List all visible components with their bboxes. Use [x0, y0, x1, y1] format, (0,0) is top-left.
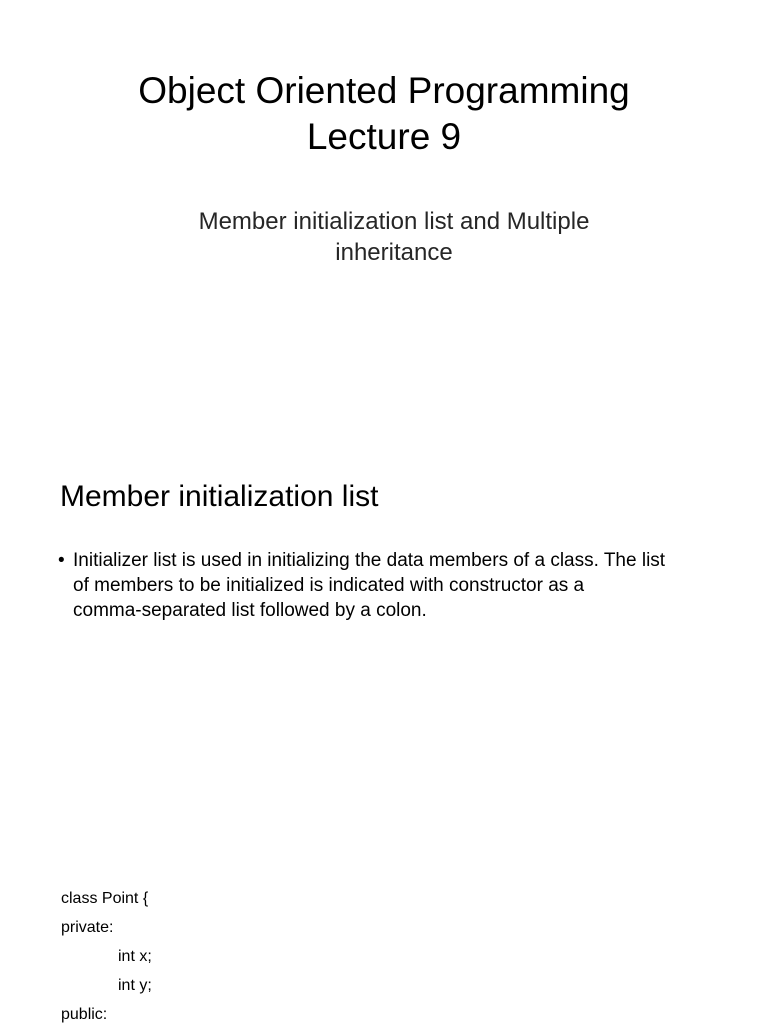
slide-title	[40, 68, 728, 160]
title-slide	[0, 0, 768, 432]
subtitle-line-1: Member initialization list and Multiple	[198, 208, 590, 235]
bullet-marker: •	[58, 550, 65, 571]
code-line: class Point {	[61, 890, 149, 907]
bullet-item	[58, 548, 728, 623]
bullet-line-2: of members to be initialized is indicated with constructor as a	[73, 575, 585, 596]
code-line: public:	[61, 1006, 108, 1023]
bullet-line-1: Initializer list is used in initializing the data members of a class. The list	[73, 550, 666, 571]
bullet-list	[58, 548, 728, 623]
code-line: int x;	[118, 948, 152, 965]
code-block	[61, 884, 152, 1024]
title-line-1: Object Oriented Programming	[138, 70, 630, 111]
bullet-line-3: comma-separated list followed by a colon.	[73, 600, 427, 621]
code-line: private:	[61, 919, 114, 936]
code-line: int y;	[118, 977, 152, 994]
code-slide	[0, 864, 768, 1024]
slide-heading: Member initialization list	[60, 480, 379, 513]
subtitle-line-2: inheritance	[335, 239, 453, 266]
title-line-2: Lecture 9	[306, 116, 462, 157]
content-slide	[0, 432, 768, 864]
slide-subtitle	[100, 206, 688, 268]
